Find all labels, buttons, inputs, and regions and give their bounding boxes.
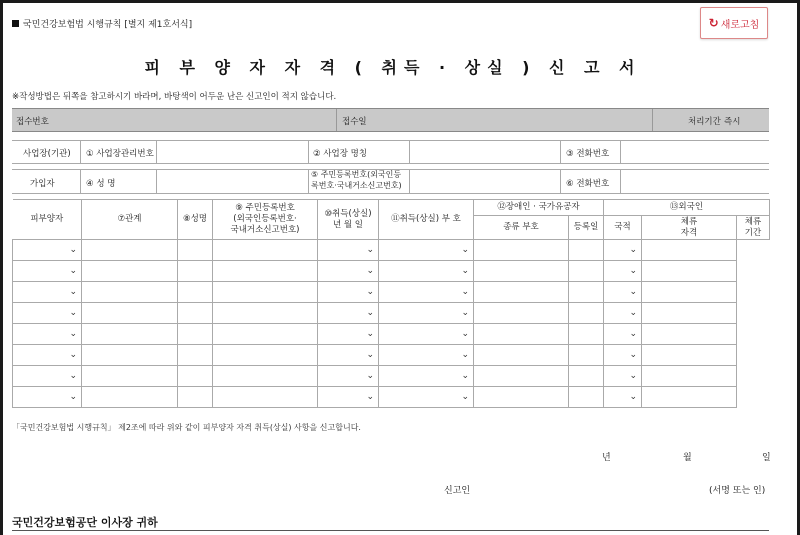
name-input[interactable] [82,282,178,303]
workplace-phone-input[interactable] [621,141,769,163]
disabled-date-input[interactable] [474,282,569,303]
chevron-down-icon: ⌄ [461,328,469,339]
date-input[interactable] [213,240,318,261]
col-rrn: ⑨ 주민등록번호 (외국인등록번호· 국내거소신고번호) [213,200,318,240]
name-input[interactable] [82,303,178,324]
date-day-label: 일 [762,453,771,463]
subscriber-rrn-label-2: 록번호·국내거소신고번호) [311,181,402,190]
chevron-down-icon: ⌄ [461,391,469,402]
relation-select[interactable] [13,324,82,345]
chevron-down-icon: ⌄ [69,265,77,276]
nationality-input[interactable] [569,261,604,282]
chevron-down-icon: ⌄ [461,370,469,381]
reception-date-label: 접수일 [342,117,367,127]
col-relation: ⑦관계 [82,200,178,240]
reception-bar [12,108,769,132]
table-row [13,387,770,408]
addressee: 국민건강보험공단 이사장 귀하 [12,516,158,529]
subscriber-name-label: ④ 성 명 [86,179,116,189]
chevron-down-icon: ⌄ [69,391,77,402]
date-month-label: 월 [683,453,692,463]
disabled-date-input[interactable] [474,240,569,261]
relation-select[interactable] [13,261,82,282]
code-select[interactable] [318,366,379,387]
col-stay-status: 체류 자격 [642,216,737,240]
stay-status-select[interactable] [604,240,642,261]
code-select[interactable] [318,261,379,282]
nationality-input[interactable] [569,303,604,324]
rrn-input[interactable] [178,345,213,366]
processing-period-value: 즉시 [724,117,741,127]
chevron-down-icon: ⌄ [69,286,77,297]
form-title: 피 부 양 자 자 격 ( 취득 · 상실 ) 신 고 서 [144,58,642,77]
workplace-mgmt-no-input[interactable] [157,141,308,163]
workplace-name-label: ② 사업장 명칭 [313,149,368,159]
rrn-input[interactable] [178,324,213,345]
col-name: ⑧성명 [178,200,213,240]
signature-label: (서명 또는 인) [709,486,766,496]
rrn-input[interactable] [178,261,213,282]
chevron-down-icon: ⌄ [461,286,469,297]
chevron-down-icon: ⌄ [461,307,469,318]
chevron-down-icon: ⌄ [629,391,637,402]
stay-period-input[interactable] [642,324,737,345]
col-disabled-type: 종류 부호 [474,216,569,240]
subscriber-rrn-input[interactable] [410,170,560,193]
chevron-down-icon: ⌄ [366,307,374,318]
rrn-input[interactable] [178,240,213,261]
date-input[interactable] [213,324,318,345]
dependents-section-label: 피부양자 [13,200,82,240]
col-nationality: 국적 [604,216,642,240]
declaration-text: 「국민건강보험법 시행규칙」 제2조에 따라 위와 같이 피부양자 자격 취득(상실) 사항을 신고합니다. [12,423,361,432]
name-input[interactable] [82,240,178,261]
table-row [13,345,770,366]
subscriber-phone-input[interactable] [621,170,769,193]
chevron-down-icon: ⌄ [69,328,77,339]
refresh-icon: ↻ [708,16,719,30]
chevron-down-icon: ⌄ [629,328,637,339]
stay-status-select[interactable] [604,324,642,345]
disabled-type-select[interactable] [379,366,474,387]
name-input[interactable] [82,366,178,387]
square-bullet-icon [12,20,19,27]
stay-status-select[interactable] [604,282,642,303]
code-select[interactable] [318,324,379,345]
name-input[interactable] [82,387,178,408]
instruction-notice: ※작성방법은 뒤쪽을 참고하시기 바라며, 바탕색이 어두운 난은 신고인이 적지 않습니다. [12,92,337,102]
col-disabled: ⑫장애인 · 국가유공자 [474,200,604,216]
chevron-down-icon: ⌄ [366,349,374,360]
date-input[interactable] [213,282,318,303]
disabled-type-select[interactable] [379,324,474,345]
stay-period-input[interactable] [642,261,737,282]
chevron-down-icon: ⌄ [629,349,637,360]
rrn-input[interactable] [178,387,213,408]
code-select[interactable] [318,345,379,366]
chevron-down-icon: ⌄ [629,286,637,297]
stay-period-input[interactable] [642,387,737,408]
subscriber-name-input[interactable] [157,170,308,193]
chevron-down-icon: ⌄ [461,244,469,255]
code-select[interactable] [318,240,379,261]
refresh-button[interactable] [700,7,768,39]
workplace-section-label: 사업장(기관) [23,149,71,159]
workplace-name-input[interactable] [410,141,560,163]
nationality-input[interactable] [569,387,604,408]
chevron-down-icon: ⌄ [366,391,374,402]
chevron-down-icon: ⌄ [461,265,469,276]
stay-status-select[interactable] [604,387,642,408]
chevron-down-icon: ⌄ [69,349,77,360]
stay-period-input[interactable] [642,282,737,303]
name-input[interactable] [82,324,178,345]
stay-period-input[interactable] [642,366,737,387]
stay-status-select[interactable] [604,345,642,366]
relation-select[interactable] [13,366,82,387]
code-select[interactable] [318,303,379,324]
chevron-down-icon: ⌄ [366,244,374,255]
table-row [13,240,770,261]
stay-status-select[interactable] [604,261,642,282]
disabled-date-input[interactable] [474,366,569,387]
rrn-input[interactable] [178,366,213,387]
stay-period-input[interactable] [642,303,737,324]
subscriber-phone-label: ⑥ 전화번호 [566,179,610,189]
dependents-table [12,199,770,408]
chevron-down-icon: ⌄ [629,307,637,318]
subscriber-section-label: 가입자 [30,179,55,189]
table-row [13,303,770,324]
processing-period-label: 처리기간 [688,117,721,127]
chevron-down-icon: ⌄ [69,370,77,381]
nationality-input[interactable] [569,282,604,303]
chevron-down-icon: ⌄ [366,370,374,381]
chevron-down-icon: ⌄ [69,307,77,318]
chevron-down-icon: ⌄ [366,286,374,297]
name-input[interactable] [82,261,178,282]
disabled-date-input[interactable] [474,324,569,345]
code-select[interactable] [318,387,379,408]
chevron-down-icon: ⌄ [629,265,637,276]
reception-number-label: 접수번호 [16,117,49,127]
chevron-down-icon: ⌄ [69,244,77,255]
relation-select[interactable] [13,282,82,303]
col-foreign: ⑬외국인 [604,200,770,216]
relation-select[interactable] [13,387,82,408]
form-page [3,3,797,535]
code-select[interactable] [318,282,379,303]
stay-period-input[interactable] [642,240,737,261]
relation-select[interactable] [13,303,82,324]
date-input[interactable] [213,345,318,366]
refresh-label: 새로고침 [720,19,760,31]
disabled-date-input[interactable] [474,387,569,408]
col-disabled-date: 등록일 [569,216,604,240]
disabled-date-input[interactable] [474,303,569,324]
workplace-mgmt-no-label: ① 사업장관리번호 [86,149,154,159]
disabled-type-select[interactable] [379,303,474,324]
chevron-down-icon: ⌄ [366,265,374,276]
law-reference: 국민건강보험법 시행규칙 [별지 제1호서식] [12,17,192,30]
disabled-date-input[interactable] [474,345,569,366]
table-row [13,261,770,282]
disabled-date-input[interactable] [474,261,569,282]
chevron-down-icon: ⌄ [366,328,374,339]
table-row [13,324,770,345]
date-input[interactable] [213,261,318,282]
chevron-down-icon: ⌄ [461,349,469,360]
date-input[interactable] [213,366,318,387]
rrn-input[interactable] [178,303,213,324]
date-year-label: 년 [602,453,611,463]
col-stay-period: 체류 기간 [737,216,770,240]
stay-period-input[interactable] [642,345,737,366]
disabled-type-select[interactable] [379,387,474,408]
disabled-type-select[interactable] [379,345,474,366]
date-input[interactable] [213,303,318,324]
chevron-down-icon: ⌄ [629,370,637,381]
nationality-input[interactable] [569,366,604,387]
relation-select[interactable] [13,345,82,366]
nationality-input[interactable] [569,240,604,261]
table-row [13,366,770,387]
stay-status-select[interactable] [604,303,642,324]
col-date: ⑩취득(상실) 년 월 일 [318,200,379,240]
subscriber-rrn-label-1: ⑤ 주민등록번호(외국인등 [311,170,402,179]
table-row [13,282,770,303]
disabled-type-select[interactable] [379,282,474,303]
relation-select[interactable] [13,240,82,261]
name-input[interactable] [82,345,178,366]
chevron-down-icon: ⌄ [629,244,637,255]
reporter-label: 신고인 [444,486,471,496]
divider [12,530,769,531]
nationality-input[interactable] [569,345,604,366]
disabled-type-select[interactable] [379,261,474,282]
disabled-type-select[interactable] [379,240,474,261]
workplace-phone-label: ③ 전화번호 [566,149,610,159]
date-input[interactable] [213,387,318,408]
stay-status-select[interactable] [604,366,642,387]
nationality-input[interactable] [569,324,604,345]
rrn-input[interactable] [178,282,213,303]
col-code: ⑪취득(상실) 부 호 [379,200,474,240]
